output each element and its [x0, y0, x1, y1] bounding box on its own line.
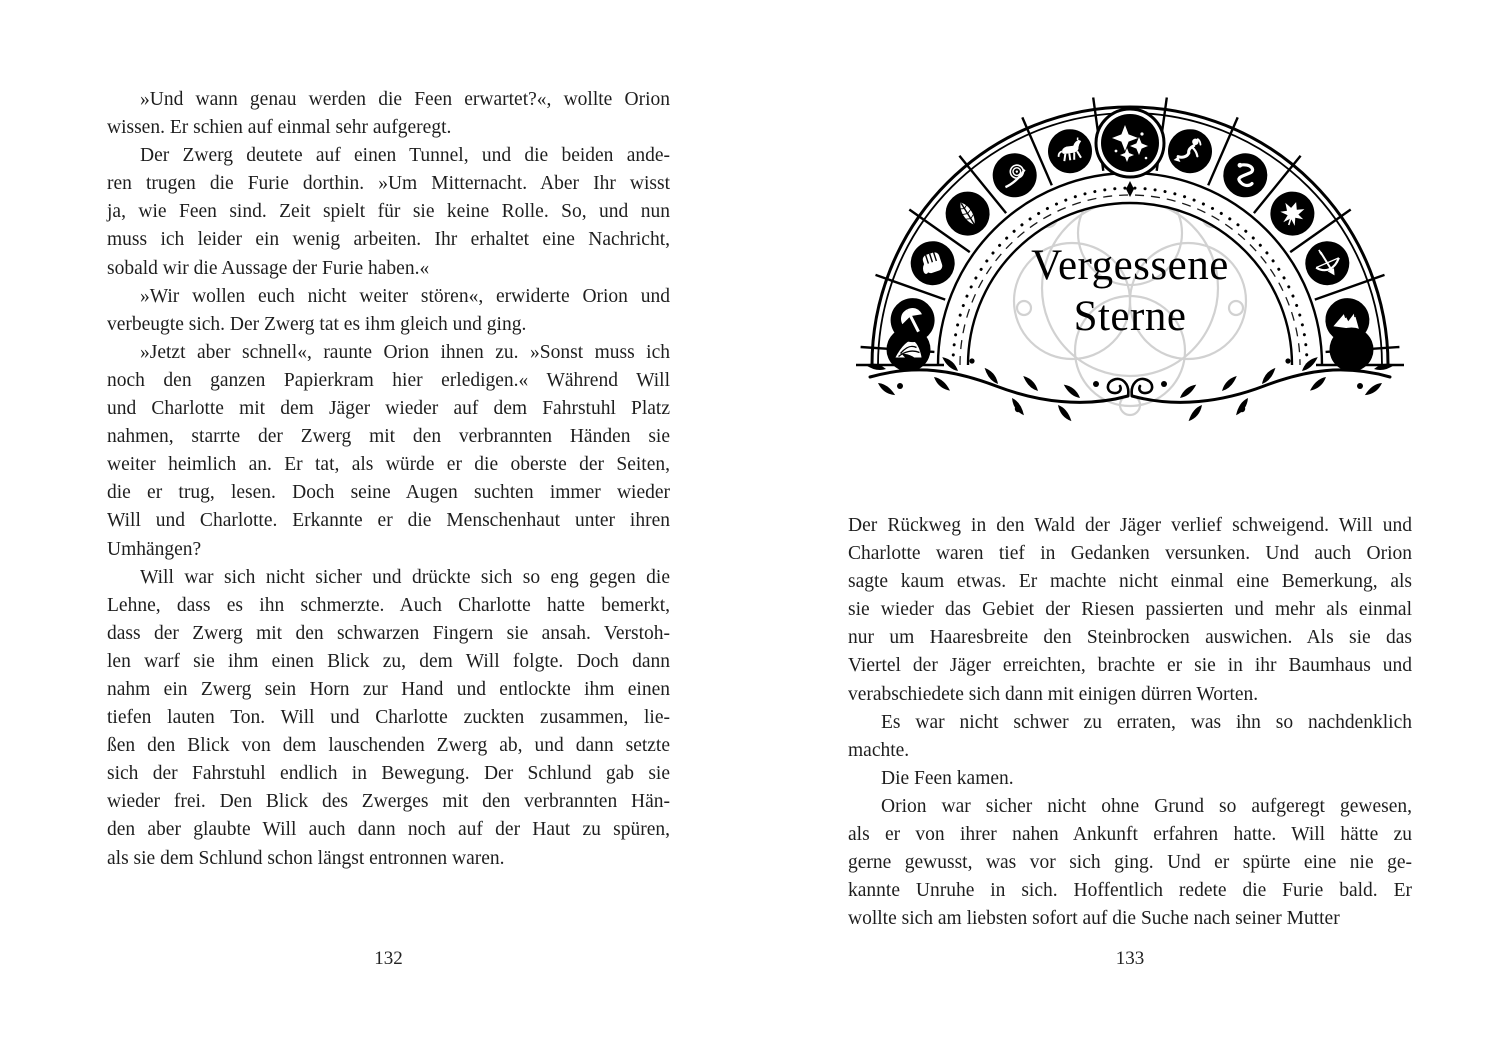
text-line: Orion war sicher nicht ohne Grund so aufgeregt gewesen,	[881, 795, 1412, 817]
maple-leaf-icon	[1265, 186, 1320, 241]
snail-icon	[988, 148, 1042, 202]
text-line: tiefen lauten Ton. Will und Charlotte zuckten zusammen, lie-	[107, 707, 670, 729]
right-page-number: 133	[1115, 948, 1145, 969]
left-page-text	[107, 86, 670, 873]
text-line: als sie dem Schlund schon längst entronnen waren.	[107, 847, 505, 869]
text-line: nahmen, starrte der Zwerg mit den verbrannten Händen sie	[107, 426, 670, 448]
chapter-arch-illustration	[848, 93, 1412, 429]
text-line: »Und wann genau werden die Feen erwartet?«, wollte Orion	[140, 89, 670, 110]
text-line: sich der Fahrstuhl endlich in Bewegung. Der Schlund gab sie	[107, 763, 670, 785]
right-page-text	[848, 512, 1412, 933]
text-line: machte.	[848, 739, 910, 761]
text-line: als er von ihrer nahen Ankunft erfahren hatte. Will hätte zu	[848, 824, 1412, 846]
text-line: wieder frei. Den Blick des Zwerges mit den verbrannten Hän-	[107, 791, 670, 813]
text-line: muss ich leider ein wenig arbeiten. Ihr erhaltet eine Nachricht,	[107, 229, 670, 251]
text-line: die er trug, lesen. Doch seine Augen suchten immer wieder	[107, 482, 670, 504]
text-line: ja, wie Feen sind. Zeit spielt für sie keine Rolle. So, und nun	[107, 201, 670, 223]
snake-icon	[1220, 150, 1271, 201]
text-line: Lehne, dass es ihn schmerzte. Auch Charlotte hatte bemerkt,	[107, 594, 670, 616]
chapter-title-line1: Vergessene	[1031, 242, 1229, 289]
text-line: Die Feen kamen.	[881, 767, 1014, 789]
chapter-title	[848, 240, 1412, 342]
text-line: weiter heimlich an. Er tat, als würde er die oberste der Seiten,	[107, 454, 670, 476]
text-line: len warf sie ihm einen Blick zu, dem Will folgte. Doch dann	[107, 650, 670, 672]
chapter-title-line2: Sterne	[1073, 293, 1187, 340]
stars-icon	[1096, 109, 1164, 177]
mermaid-icon	[1165, 126, 1215, 176]
text-line: Umhängen?	[107, 538, 202, 560]
text-line: Will war sich nicht sicher und drückte sich so eng gegen die	[140, 566, 670, 588]
text-line: verabschiedete sich dann mit einigen dürren Worten.	[848, 683, 1259, 705]
text-line: sie wieder das Gebiet der Riesen passierten und mehr als einmal	[848, 599, 1412, 621]
text-line: »Jetzt aber schnell«, raunte Orion ihnen zu. »Sonst muss ich	[140, 341, 670, 363]
text-line: Der Zwerg deutete auf einen Tunnel, und die beiden ande-	[140, 145, 670, 167]
text-line: wissen. Er schien auf einmal sehr aufgeregt.	[107, 117, 452, 139]
text-line: ßen den Blick von dem lauschenden Zwerg ab, und dann setzte	[107, 735, 670, 757]
text-line: dass der Zwerg mit den schwarzen Fingern sie ansah. Verstoh-	[107, 622, 670, 644]
text-line: kannte Unruhe in sich. Hoffentlich redete die Furie bald. Er	[848, 880, 1412, 902]
text-line: nur um Haaresbreite den Steinbrocken auswichen. Als sie das	[848, 627, 1412, 649]
text-line: Will und Charlotte. Erkannte er die Menschenhaut unter ihren	[107, 510, 670, 532]
text-line: und Charlotte mit dem Jäger wieder auf dem Fahrstuhl Platz	[107, 398, 670, 420]
text-line: Es war nicht schwer zu erraten, was ihn so nachdenklich	[881, 711, 1412, 733]
text-line: »Wir wollen euch nicht weiter stören«, erwiderte Orion und	[140, 285, 670, 307]
left-page-number: 132	[374, 948, 403, 969]
text-line: sagte kaum etwas. Er machte nicht einmal eine Bemerkung, als	[848, 571, 1412, 593]
text-line: den aber glaubte Will auch dann noch auf der Haut zu spüren,	[107, 819, 670, 841]
text-line: Viertel der Jäger erreichten, brachte er sie in ihr Baumhaus und	[848, 655, 1412, 677]
text-line: sobald wir die Aussage der Furie haben.«	[107, 257, 430, 279]
text-line: wollte sich am liebsten sofort auf die Suche nach seiner Mutter	[848, 908, 1340, 930]
text-line: gerne gewusst, was vor sich ging. Und er spürte eine nie ge-	[848, 852, 1412, 874]
text-line: verbeugte sich. Der Zwerg tat es ihm gleich und ging.	[107, 313, 527, 335]
text-line: ren trugen die Furie dorthin. »Um Mitternacht. Aber Ihr wisst	[107, 173, 670, 195]
horse-icon	[1045, 126, 1095, 176]
text-line: Charlotte waren tief in Gedanken versunken. Und auch Orion	[848, 543, 1412, 565]
text-line: nahm ein Zwerg sein Horn zur Hand und entlockte ihm einen	[107, 678, 670, 700]
text-line: Der Rückweg in den Wald der Jäger verlief schweigend. Will und	[848, 515, 1412, 536]
text-line: noch den ganzen Papierkram hier erledigen.« Während Will	[107, 369, 670, 391]
